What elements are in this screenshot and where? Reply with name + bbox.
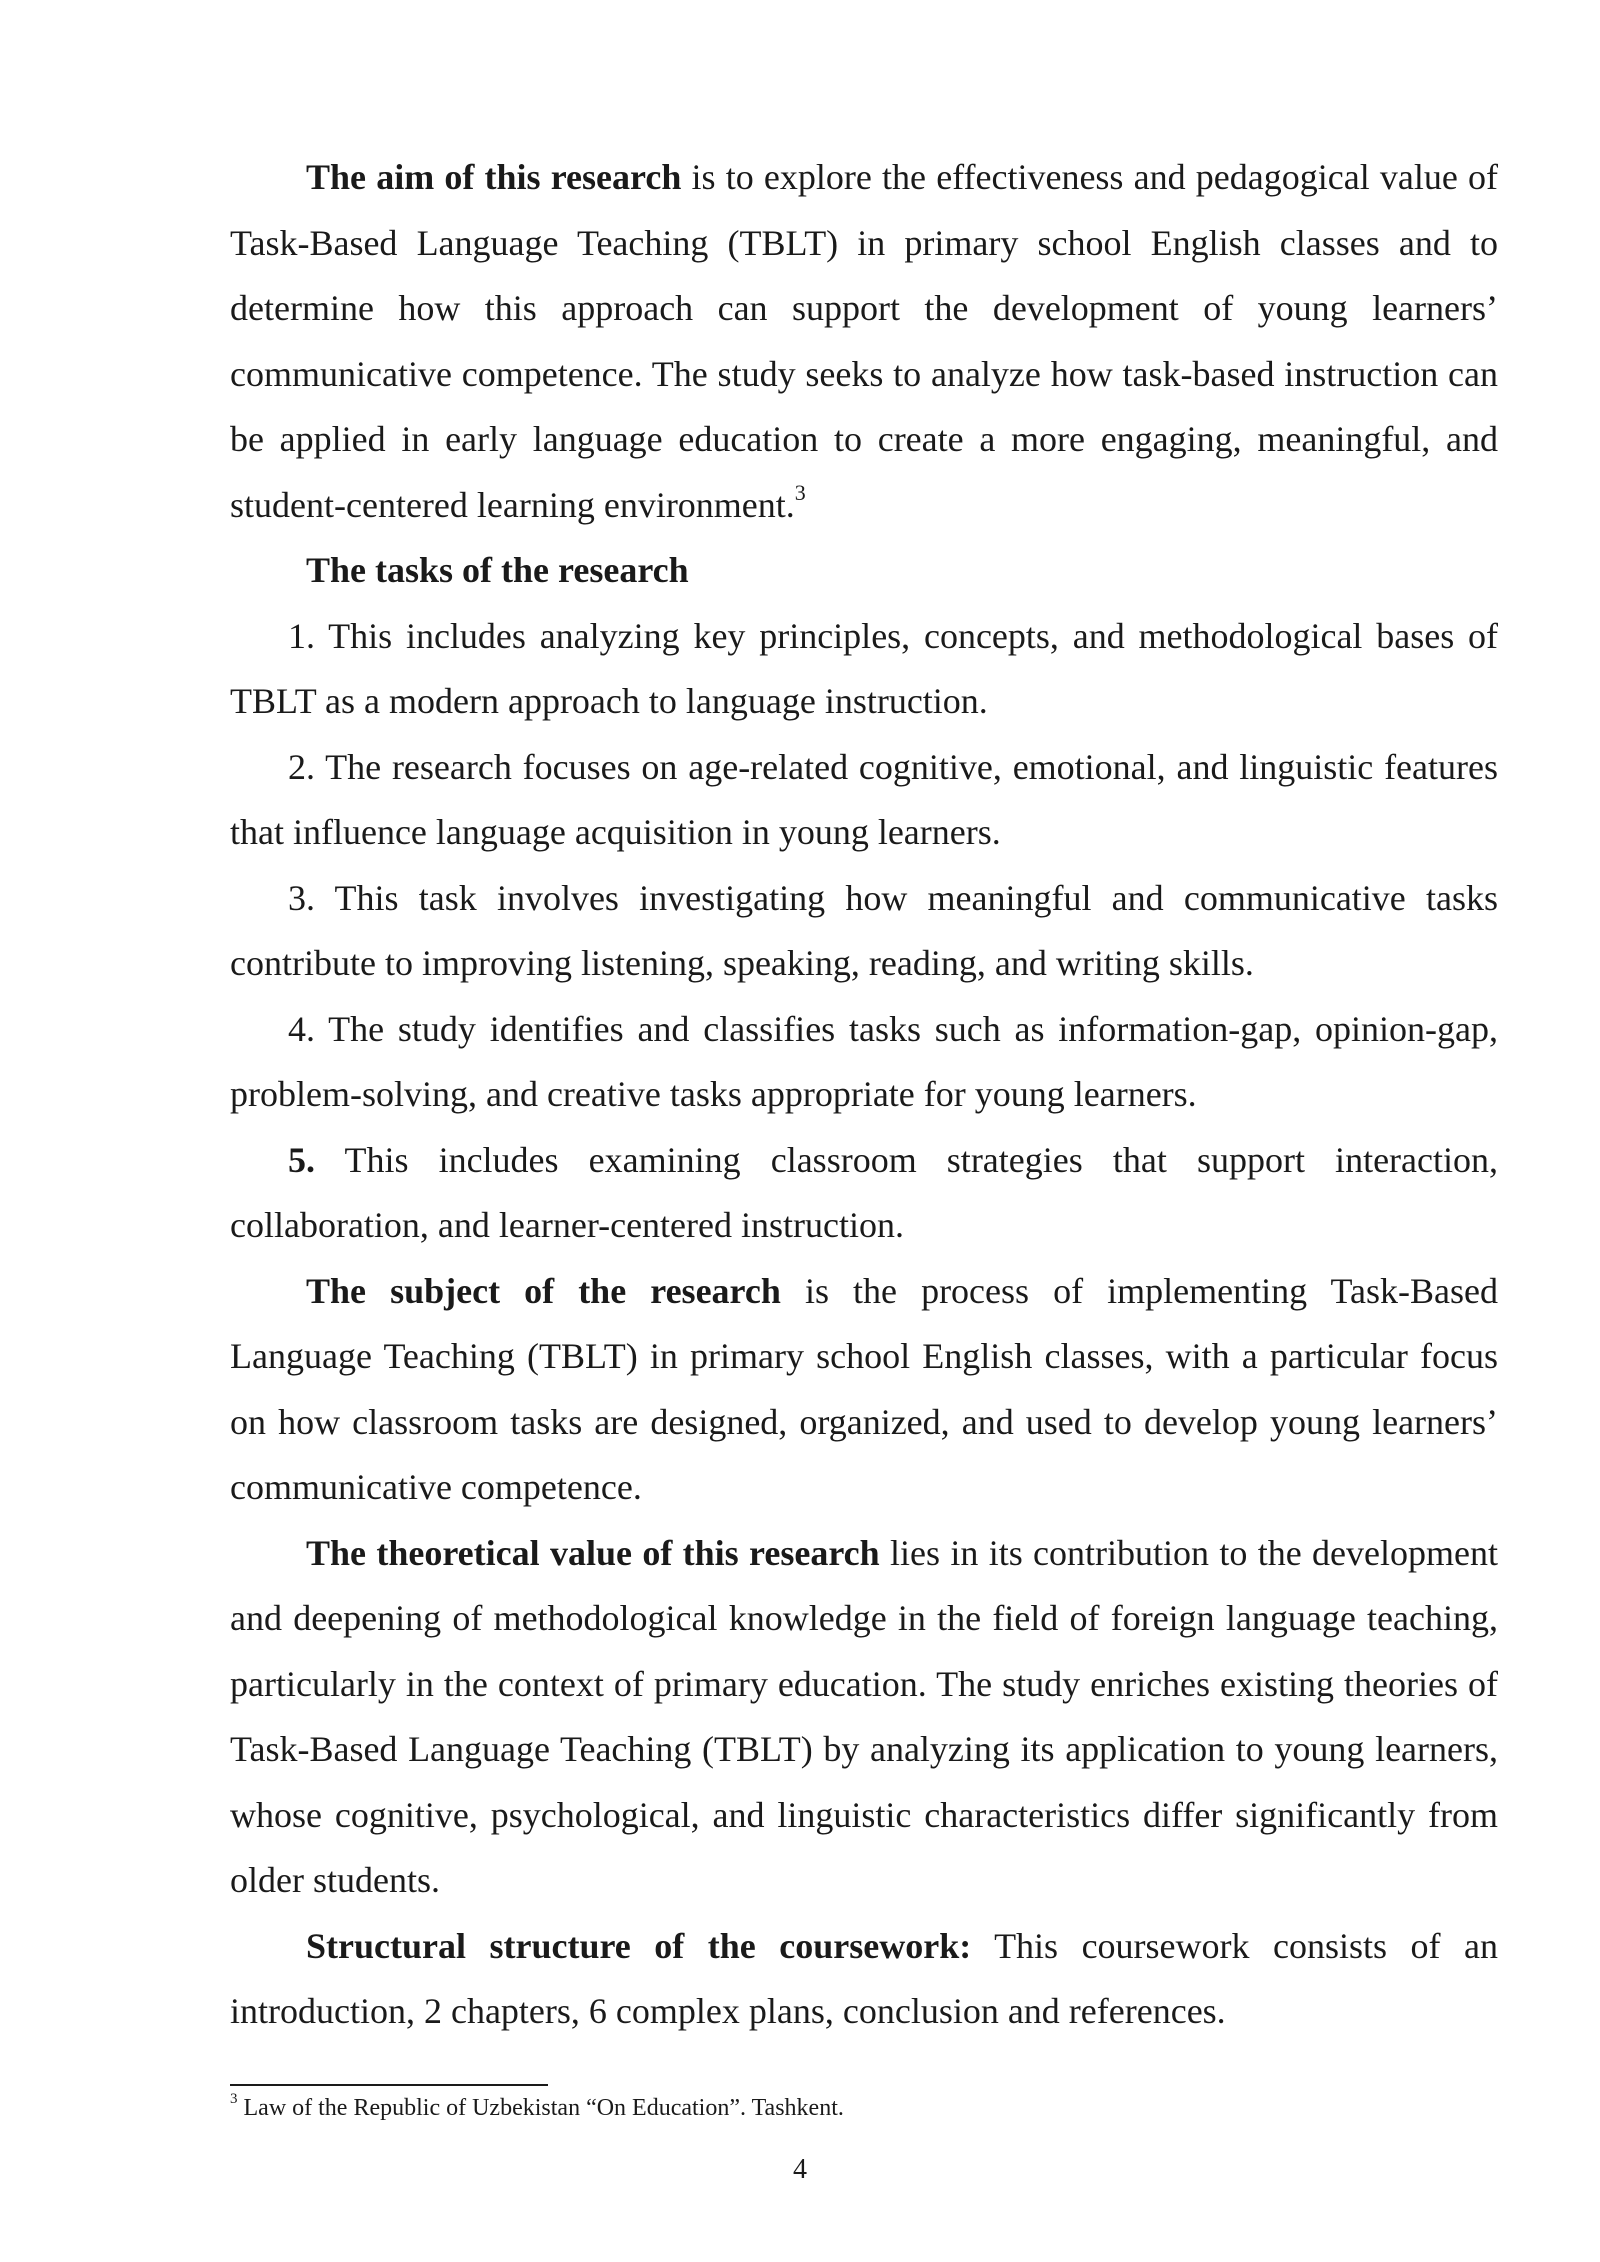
- theoretical-paragraph: [230, 1521, 1498, 1914]
- aim-lead: The aim of this research: [306, 157, 682, 197]
- footnote-marker: 3: [230, 2091, 238, 2107]
- footnote-text: Law of the Republic of Uzbekistan “On Education”. Tashkent.: [237, 2095, 844, 2121]
- task-item-2: [230, 735, 1498, 866]
- subject-text: is the process of implementing Task-Based Language Teaching (TBLT) in primary school English classes, with a particular focus on how classroom tasks are designed, organized, and used to develop young learners’ communicative competence.: [230, 1270, 1498, 1507]
- task-number-3: 3.: [288, 877, 315, 918]
- structure-paragraph: [230, 1914, 1498, 2045]
- task-item-1: [230, 604, 1498, 735]
- task-number-2: 2.: [288, 746, 315, 787]
- structure-lead: Structural structure of the coursework:: [306, 1925, 972, 1966]
- aim-text: is to explore the effectiveness and pedagogical value of Task-Based Language Teaching (TBLT) in primary school English classes and to determine how this approach can support the development of young learners’ communicative competence. The study seeks to analyze how task-based instruction can be applied in early language education to create a more engaging, meaningful, and student-centered learning environment.: [230, 157, 1498, 525]
- task-text-5: This includes examining classroom strategies that support interaction, collaboration, and learner-centered instruction.: [230, 1139, 1498, 1245]
- task-number-5: 5.: [288, 1139, 315, 1180]
- tasks-heading: The tasks of the research: [306, 550, 689, 590]
- subject-lead: The subject of the research: [306, 1270, 781, 1311]
- theoretical-lead: The theoretical value of this research: [306, 1532, 880, 1573]
- task-item-3: [230, 866, 1498, 997]
- aim-paragraph: [230, 145, 1498, 538]
- page-number: 4: [793, 2154, 807, 2185]
- task-text-4: The study identifies and classifies tasks such as information-gap, opinion-gap, problem-solving, and creative tasks appropriate for young learners.: [230, 1008, 1498, 1114]
- task-item-4: [230, 997, 1498, 1128]
- subject-paragraph: [230, 1259, 1498, 1521]
- task-number-1: 1.: [288, 615, 315, 656]
- footnote: [230, 2091, 1498, 2125]
- task-item-5: [230, 1128, 1498, 1259]
- structure-text: This coursework consists of an introduction, 2 chapters, 6 complex plans, conclusion and references.: [230, 1925, 1498, 2031]
- task-text-1: This includes analyzing key principles, concepts, and methodological bases of TBLT as a modern approach to language instruction.: [230, 615, 1498, 721]
- task-text-2: The research focuses on age-related cognitive, emotional, and linguistic features that influence language acquisition in young learners.: [230, 746, 1498, 852]
- page-body: [230, 145, 1498, 2045]
- task-number-4: 4.: [288, 1008, 315, 1049]
- aim-footnote-ref[interactable]: 3: [794, 479, 806, 505]
- theoretical-text: lies in its contribution to the development and deepening of methodological knowledge in the field of foreign language teaching, particularly in the context of primary education. The study enriches existing theories of Task-Based Language Teaching (TBLT) by analyzing its application to young learners, whose cognitive, psychological, and linguistic characteristics differ significantly from older students.: [230, 1532, 1498, 1900]
- footnote-separator: [230, 2084, 548, 2086]
- task-text-3: This task involves investigating how meaningful and communicative tasks contribute to improving listening, speaking, reading, and writing skills.: [230, 877, 1498, 983]
